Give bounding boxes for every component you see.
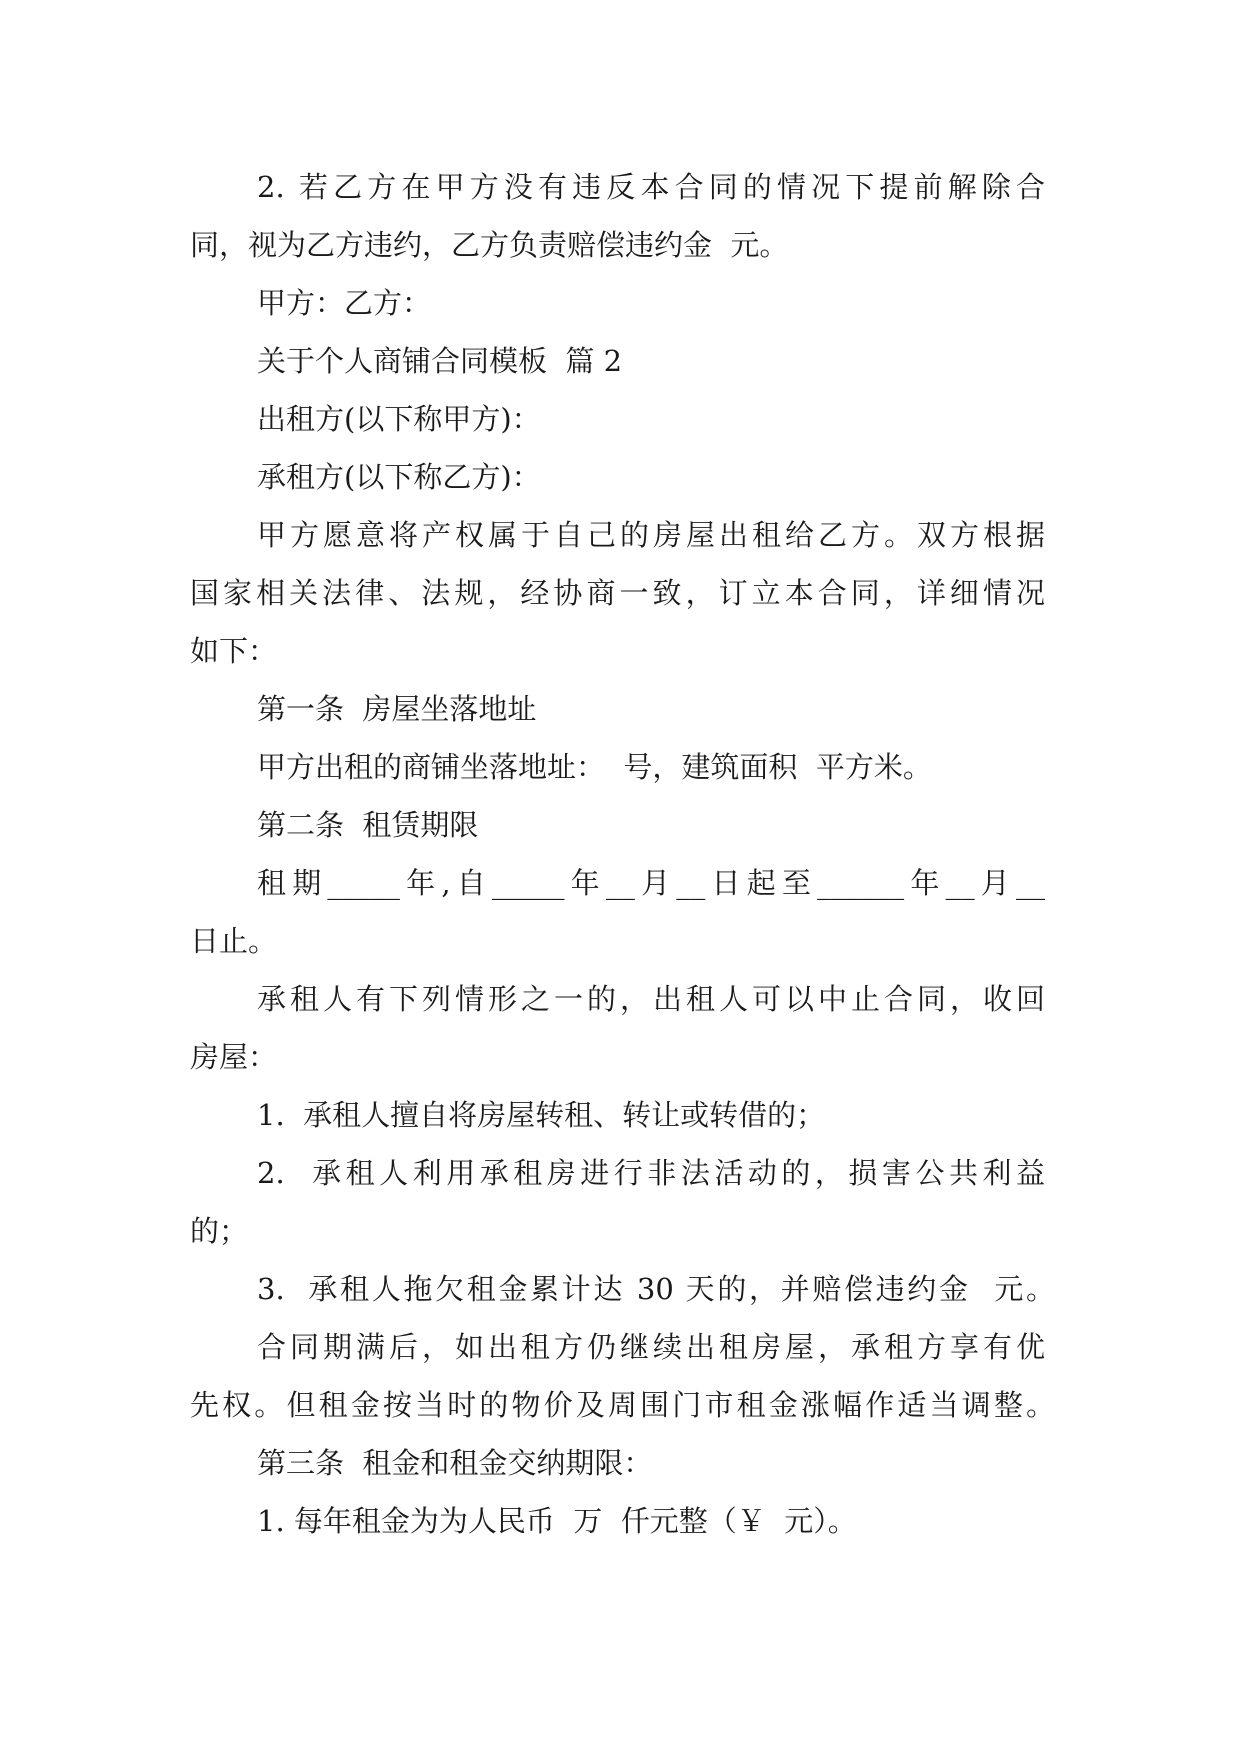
list-item: 1. 承租人擅自将房屋转租、转让或转借的； bbox=[257, 1098, 826, 1132]
text-line: 出租方(以下称甲方)： bbox=[257, 402, 541, 436]
text-line: 承租人有下列情形之一的，出租人可以中止合同，收回 bbox=[257, 982, 1045, 1016]
text-line: 国家相关法律、法规，经协商一致，订立本合同，详细情况 bbox=[190, 576, 1045, 610]
text-line: 房屋： bbox=[190, 1040, 278, 1074]
list-item: 3. 承租人拖欠租金累计达 30 天的，并赔偿违约金 元。 bbox=[257, 1272, 1055, 1306]
article-heading: 第二条 租赁期限 bbox=[257, 808, 479, 842]
text-line: 日止。 bbox=[190, 924, 278, 958]
text-line: 租期_____年,自_____年__月__日起至______年__月__ bbox=[257, 866, 1045, 900]
article-heading: 第一条 房屋坐落地址 bbox=[257, 692, 537, 726]
section-heading: 关于个人商铺合同模板 篇 2 bbox=[257, 344, 623, 378]
article-heading: 第三条 租金和租金交纳期限： bbox=[257, 1446, 653, 1480]
text-line: 甲方：乙方： bbox=[257, 286, 432, 320]
text-line: 甲方出租的商铺坐落地址： 号，建筑面积 平方米。 bbox=[257, 750, 932, 784]
text-line: 2. 若乙方在甲方没有违反本合同的情况下提前解除合 bbox=[257, 170, 1045, 204]
text-line: 同，视为乙方违约，乙方负责赔偿违约金 元。 bbox=[190, 228, 789, 262]
text-line: 合同期满后，如出租方仍继续出租房屋，承租方享有优 bbox=[257, 1330, 1045, 1364]
text-line: 承租方(以下称乙方)： bbox=[257, 460, 541, 494]
text-line: 如下： bbox=[190, 634, 278, 668]
text-line: 先权。但租金按当时的物价及周围门市租金涨幅作适当调整。 bbox=[190, 1388, 1055, 1422]
list-item: 1. 每年租金为为人民币 万 仟元整（￥ 元）。 bbox=[257, 1504, 857, 1538]
text-line: 的； bbox=[190, 1214, 249, 1248]
list-item: 2. 承租人利用承租房进行非法活动的，损害公共利益 bbox=[257, 1156, 1045, 1190]
text-line: 甲方愿意将产权属于自己的房屋出租给乙方。双方根据 bbox=[257, 518, 1045, 552]
